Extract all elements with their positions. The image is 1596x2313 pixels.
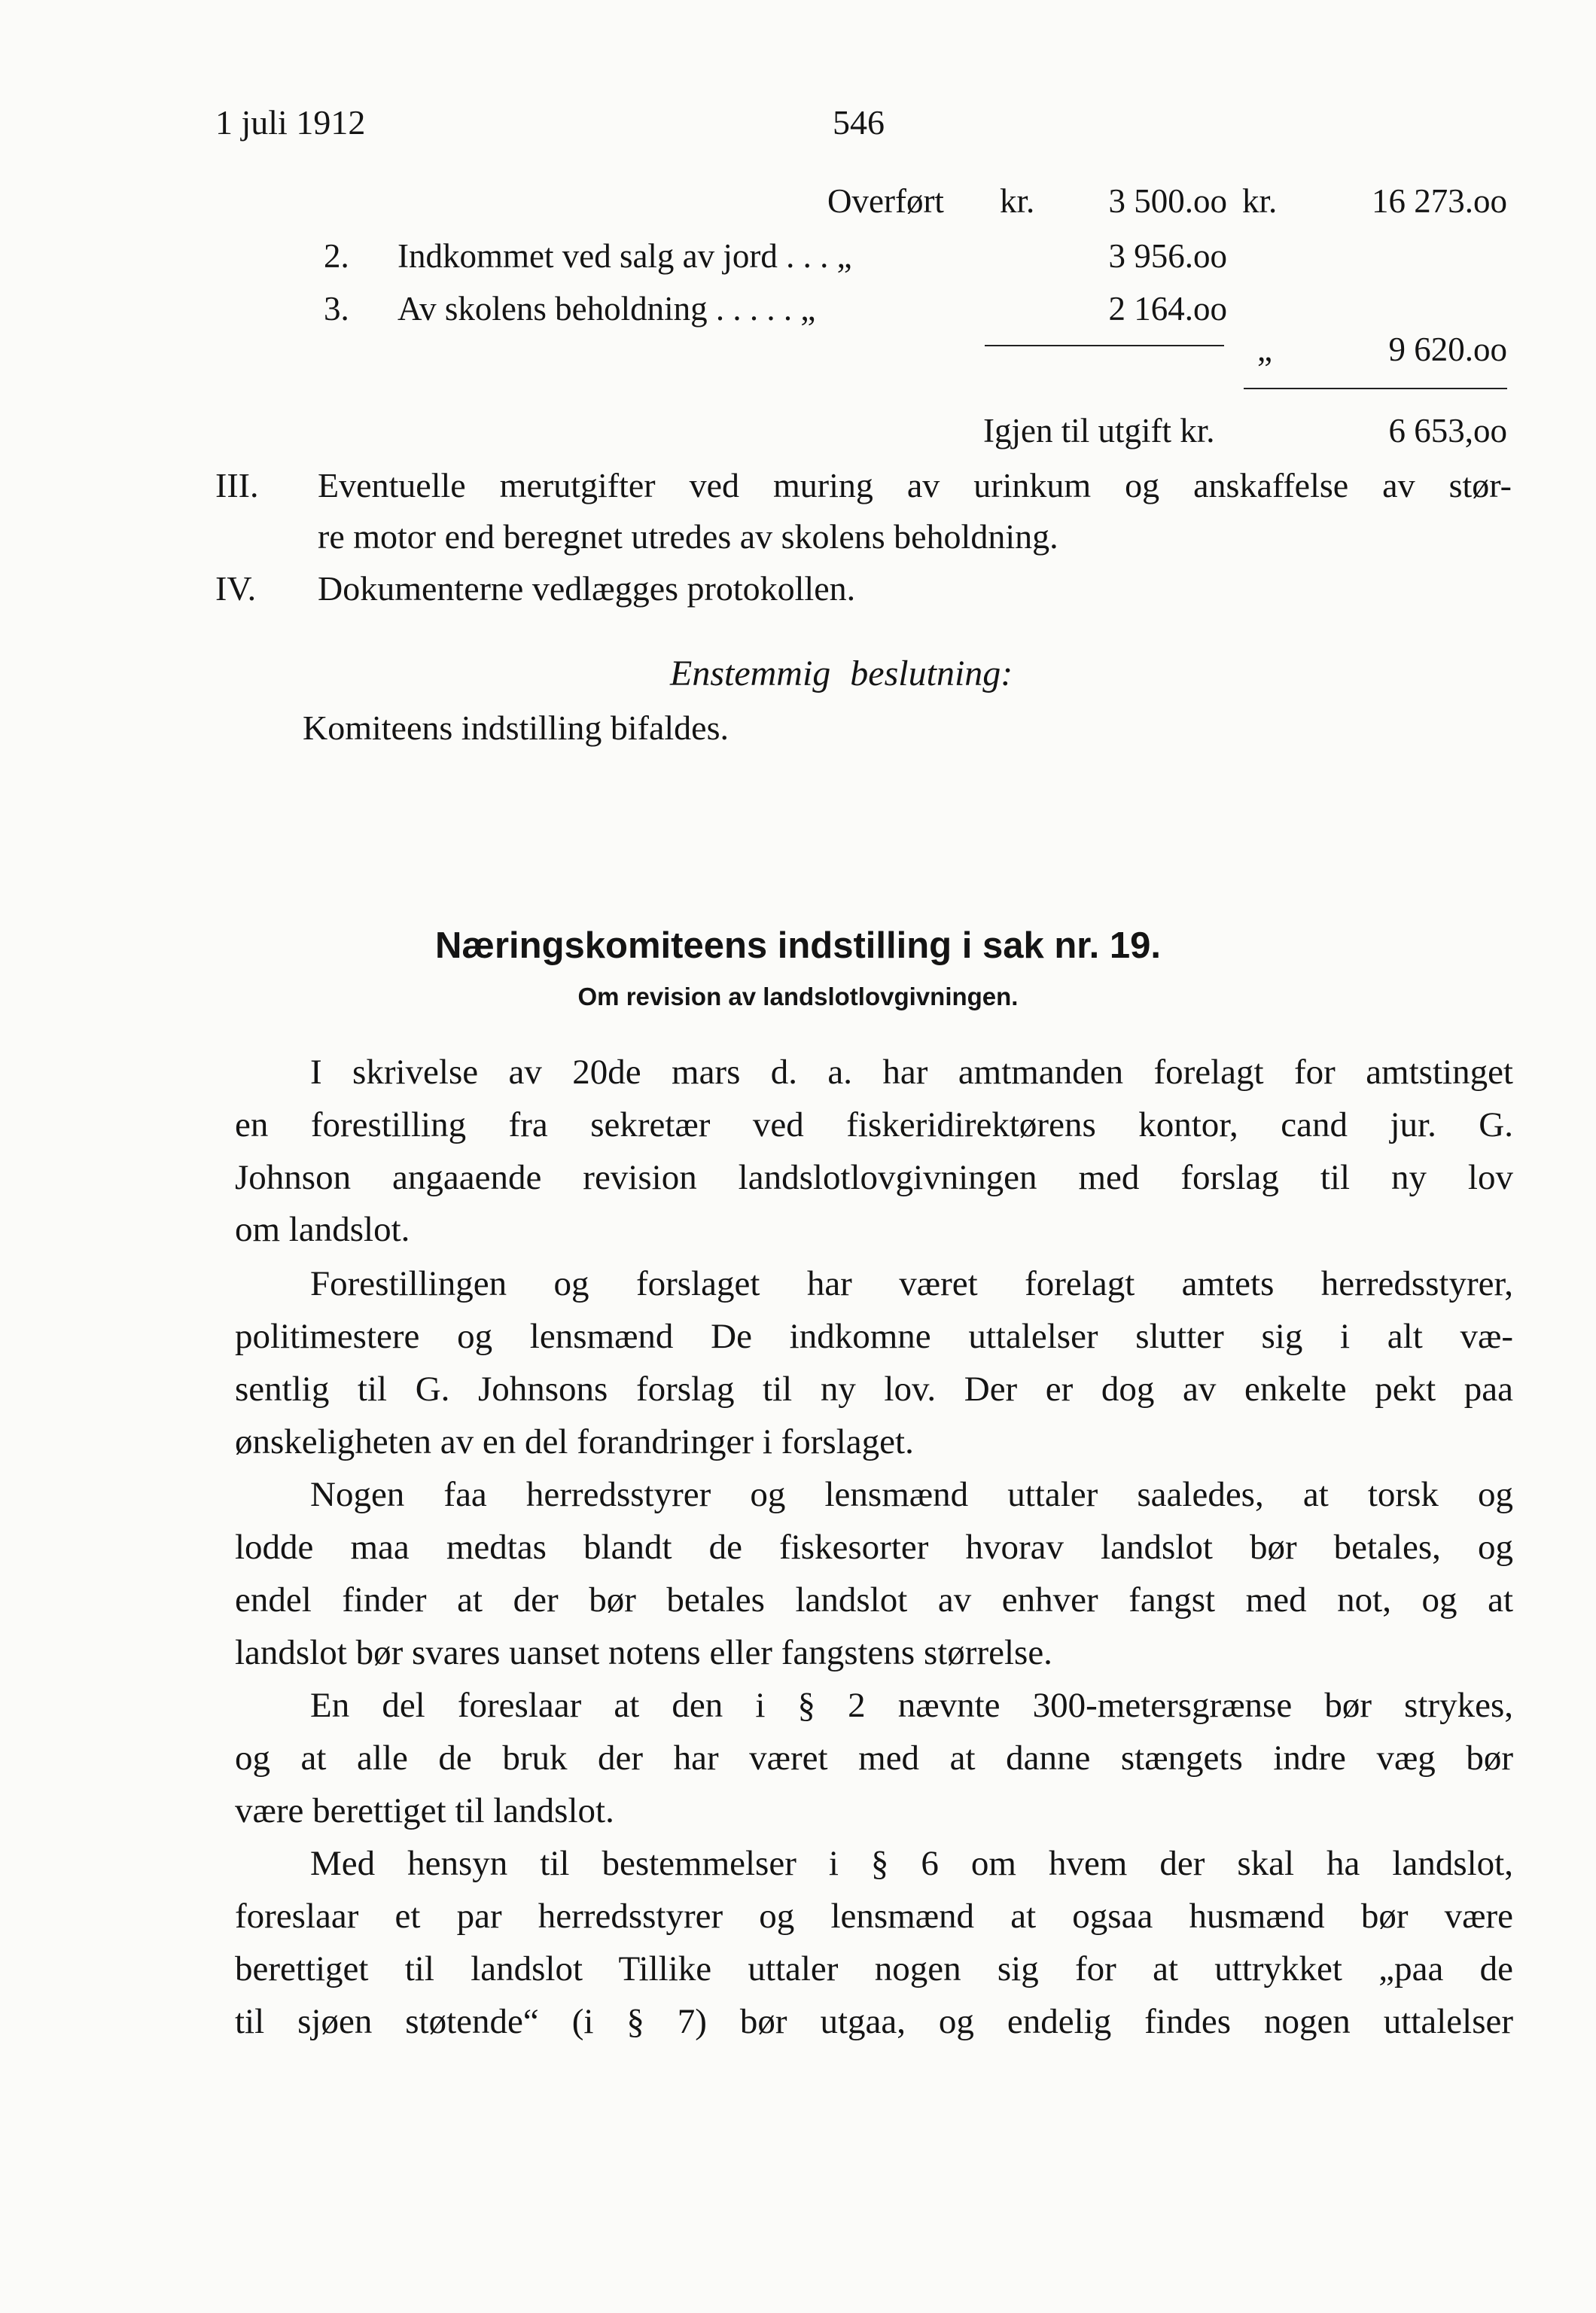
paragraph-4-line-2: og at alle de bruk der har været med at danne stængets indre væg bør (235, 1739, 1513, 1778)
paragraph-3-line-1: Nogen faa herredsstyrer og lensmænd uttaler saaledes, at torsk og (310, 1475, 1513, 1514)
decision-text: Komiteens indstilling bifaldes. (303, 709, 729, 747)
paragraph-5-line-4: til sjøen støtende“ (i § 7) bør utgaa, og endelig findes nogen uttalelser (235, 2002, 1513, 2041)
paragraph-5-line-2: foreslaar et par herredsstyrer og lensmænd at ogsaa husmænd bør være (235, 1897, 1513, 1936)
row2-num: 2. (324, 237, 349, 275)
paragraph-3-line-3: endel finder at der bør betales landslot av enhver fangst med not, og at (235, 1580, 1513, 1620)
remaining-label: Igjen til utgift kr. (983, 412, 1215, 449)
paragraph-1-line-2: en forestilling fra sekretær ved fiskeridirektørens kontor, cand jur. G. (235, 1105, 1513, 1144)
page-date: 1 juli 1912 (215, 103, 366, 142)
paragraph-2-line-2: politimestere og lensmænd De indkomne uttalelser slutter sig i alt væ- (235, 1317, 1513, 1356)
paragraph-5-line-1: Med hensyn til bestemmelser i § 6 om hvem der skal ha landslot, (310, 1844, 1513, 1883)
carried-amount2: 16 273.oo (1372, 182, 1507, 220)
paragraph-4-line-1: En del foreslaar at den i § 2 nævnte 300-metersgrænse bør strykes, (310, 1686, 1513, 1725)
paragraph-3-line-4: landslot bør svares uanset notens eller fangstens størrelse. (235, 1633, 1052, 1672)
paragraph-1-line-3: Johnson angaaende revision landslotlovgivningen med forslag til ny lov (235, 1158, 1513, 1197)
row2-text: Indkommet ved salg av jord . . . „ (397, 237, 852, 275)
item-3-line-2: re motor end beregnet utredes av skolens beholdning. (318, 517, 1058, 556)
section-title: Næringskomiteens indstilling i sak nr. 19. (435, 925, 1161, 966)
carried-kr1: kr. (1000, 182, 1035, 220)
paragraph-4-line-3: være berettiget til landslot. (235, 1791, 614, 1830)
item-3-line-1: Eventuelle merutgifter ved muring av urinkum og anskaffelse av stør- (318, 466, 1512, 504)
sum-amount: 9 620.oo (1388, 331, 1507, 368)
item-4-number: IV. (215, 569, 257, 608)
total-rule (1244, 388, 1507, 389)
paragraph-1-line-4: om landslot. (235, 1210, 410, 1249)
subtotal-rule (985, 345, 1224, 346)
row3-num: 3. (324, 290, 349, 328)
row3-text: Av skolens beholdning . . . . . „ (397, 290, 816, 328)
item-4-line-1: Dokumenterne vedlægges protokollen. (318, 569, 856, 608)
paragraph-3-line-2: lodde maa medtas blandt de fiskesorter hvorav landslot bør betales, og (235, 1528, 1513, 1567)
paragraph-2-line-1: Forestillingen og forslaget har været forelagt amtets herredsstyrer, (310, 1264, 1513, 1303)
paragraph-2-line-3: sentlig til G. Johnsons forslag til ny lov. Der er dog av enkelte pekt paa (235, 1370, 1513, 1409)
section-subtitle: Om revision av landslotlovgivningen. (577, 983, 1019, 1010)
sum-mark: „ (1257, 331, 1272, 368)
carried-kr2: kr. (1242, 182, 1278, 220)
paragraph-1-line-1: I skrivelse av 20de mars d. a. har amtmanden forelagt for amtstinget (310, 1053, 1513, 1092)
row2-amount: 3 956.oo (1108, 237, 1227, 275)
decision-label: Enstemmig beslutning: (670, 654, 1013, 693)
carried-amount1: 3 500.oo (1108, 182, 1227, 220)
row3-amount: 2 164.oo (1108, 290, 1227, 328)
paragraph-2-line-4: ønskeligheten av en del forandringer i forslaget. (235, 1422, 914, 1461)
carried-label: Overført (827, 182, 944, 220)
item-3-number: III. (215, 466, 259, 504)
page-number: 546 (833, 103, 885, 142)
paragraph-5-line-3: berettiget til landslot Tillike uttaler nogen sig for at uttrykket „paa de (235, 1949, 1513, 1988)
remaining-amount: 6 653,oo (1388, 412, 1507, 449)
